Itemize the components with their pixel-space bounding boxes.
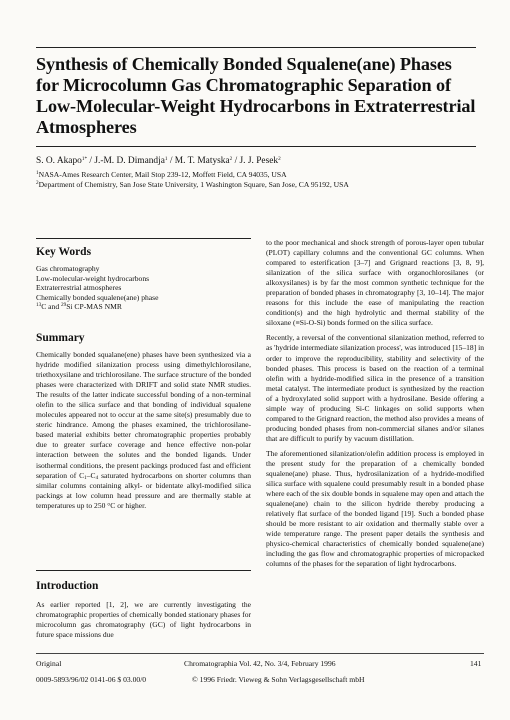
affiliation-number: 2	[36, 180, 39, 186]
introduction-rule	[36, 570, 251, 571]
keyword: Extraterrestrial atmospheres	[36, 283, 122, 293]
summary-heading: Summary	[36, 332, 85, 344]
author-name: S. O. Akapo	[36, 156, 82, 166]
subscript: 1	[84, 474, 87, 481]
isotope-mark: 29	[61, 302, 67, 309]
summary-body: Chemically bonded squalane(ene) phases have been synthesized via a hydride modified silanization process using dimethylchlorosilane, triethoxysilane and trichlorosilane. The surface structure of the bonded phases were characterized with DRIFT and solid state NMR studies. The results of the latter indicate successful bonding of a non-terminal olefin to the silica surface and that bonding of individual squalene molecules appeared not to occur at the same site(s) presumably due to steric hindrance. Among the phases examined, the trichlorosilane-based material exhibits better chromatographic properties probably due to greater surface coverage and hence effective non-polar interaction between the solutes and the bonded ligands. Under isothermal conditions, the present packings produced fast and efficient separation of C	[36, 350, 251, 480]
footer-rule	[36, 653, 484, 654]
summary-body: –C	[86, 470, 96, 480]
footer-code: 0009-5893/96/02 0141-06 $ 03.00/0	[36, 675, 147, 684]
keywords-heading: Key Words	[36, 246, 92, 258]
introduction-body: As earlier reported [1, 2], we are currently investigating the chromatographic properties of chemically bonded stationary phases for microcolumn gas chromatography (GC) of light hydrocarbons in future space missions due	[36, 600, 251, 640]
affiliation-text: Department of Chemistry, San Jose State University, 1 Washington Square, San Jose, CA 95192, USA	[38, 180, 349, 189]
right-column	[266, 238, 484, 570]
footer-journal: Chromatographia Vol. 42, No. 3/4, February 1996	[184, 659, 336, 668]
summary-body: saturated hydrocarbons on shorter columns than similar columns containing alkyl- or bidentate alkyl-modified silica packings at low column head pressure and are thermally stable at temperatures up to 250 °C or higher.	[36, 470, 251, 510]
author-name: / M. T. Matyska	[167, 156, 230, 166]
paper-title: Synthesis of Chemically Bonded Squalene(ane) Phases for Microcolumn Gas Chromatographic Separation of Low-Molecular-Weight Hydrocarbons in Extraterrestrial Atmospheres	[36, 54, 476, 137]
author-affiliation-mark: 1	[164, 156, 168, 162]
keywords-list	[36, 264, 251, 312]
keyword-text: Si CP-MAS NMR	[66, 302, 122, 312]
affiliation-1	[36, 170, 486, 180]
isotope-mark: 13	[36, 302, 42, 309]
title-rule	[36, 146, 476, 147]
top-rule	[36, 47, 476, 48]
paragraph: to the poor mechanical and shock strength of porous-layer open tubular (PLOT) capillary columns and the conventional GC columns. When compared to esterification [3–7] and Grignard reactions [3, 8, 9], silanization of the silica surface with organochlorosilanes (or alkoxysilanes) is by far the most common synthetic technique for the preparation of bonded phases in chromatography [3, 10–14]. The major reasons for this include the ease of manipulating the reaction condition(s) and the high hydrolytic and thermal stability of the siloxane (≡Si-O-Si) bonds formed on the silica surface.	[266, 238, 484, 328]
keyword	[36, 302, 251, 312]
author-name: / J. J. Pesek	[232, 156, 279, 166]
footer-label: Original	[36, 659, 62, 668]
keywords-rule	[36, 238, 251, 239]
affiliation-number: 1	[36, 170, 39, 176]
keyword: Low-molecular-weight hydrocarbons	[36, 273, 150, 283]
author-affiliation-mark: 1*	[81, 156, 88, 162]
subscript: 4	[95, 474, 99, 481]
author-name: / J.-M. D. Dimandja	[87, 156, 165, 166]
keyword: Chemically bonded squalene(ane) phase	[36, 292, 159, 302]
summary-text	[36, 350, 251, 511]
affiliation-text: NASA-Ames Research Center, Mail Stop 239-12, Moffett Field, CA 94035, USA	[38, 170, 287, 179]
page-number: 141	[470, 659, 482, 668]
keyword: Gas chromatography	[36, 264, 100, 273]
author-affiliation-mark: 2	[229, 156, 233, 162]
footer-copyright: © 1996 Friedr. Vieweg & Sohn Verlagsgesellschaft mbH	[192, 675, 365, 684]
author-affiliation-mark: 2	[278, 156, 281, 162]
paragraph: Recently, a reversal of the conventional silanization method, referred to as 'hydride intermediate silanization process', was introduced [15–18] in order to improve the reproducibility, stability and selectivity of the bonded phases. This process is based on the reaction of a terminal olefin with a hydride-modified silica in the presence of a transition metal catalyst. The intermediate product is synthesized by the reaction of a hydroxylated solid support with a hydrosilane. Beside offering a simple way of producing Si-C linkages on solid supports when compared to the Grignard reaction, the method also provides a means of producing bonded phases from non-commercial silanes and/or silanes that are difficult to purify by vacuum distillation.	[266, 333, 484, 443]
keyword-text: C and	[41, 302, 62, 312]
author-list	[36, 155, 476, 167]
introduction-text	[36, 600, 251, 640]
introduction-heading: Introduction	[36, 580, 99, 592]
paragraph: The aforementioned silanization/olefin addition process is employed in the present study for the preparation of a chemically bonded squalene(ane) phase. Thus, hydrosilanization of a hydride-modified silica surface with squalene could presumably result in a bonded phase where each of the six double bonds in squalene may open and attach the squalene(ane) chain to the silicon hydride thereby producing a relatively flat surface of the bonded ligand [19]. Such a bonded phase should be more resistant to air oxidation and thermally stable over a wide temperature range. The present paper details the synthesis and physico-chemical characteristics of chemically bonded squalene(ane) including the gas flow and chromatographic properties of micropacked columns of the phases for the separation of light hydrocarbons.	[266, 448, 484, 569]
affiliation-2	[36, 180, 486, 190]
